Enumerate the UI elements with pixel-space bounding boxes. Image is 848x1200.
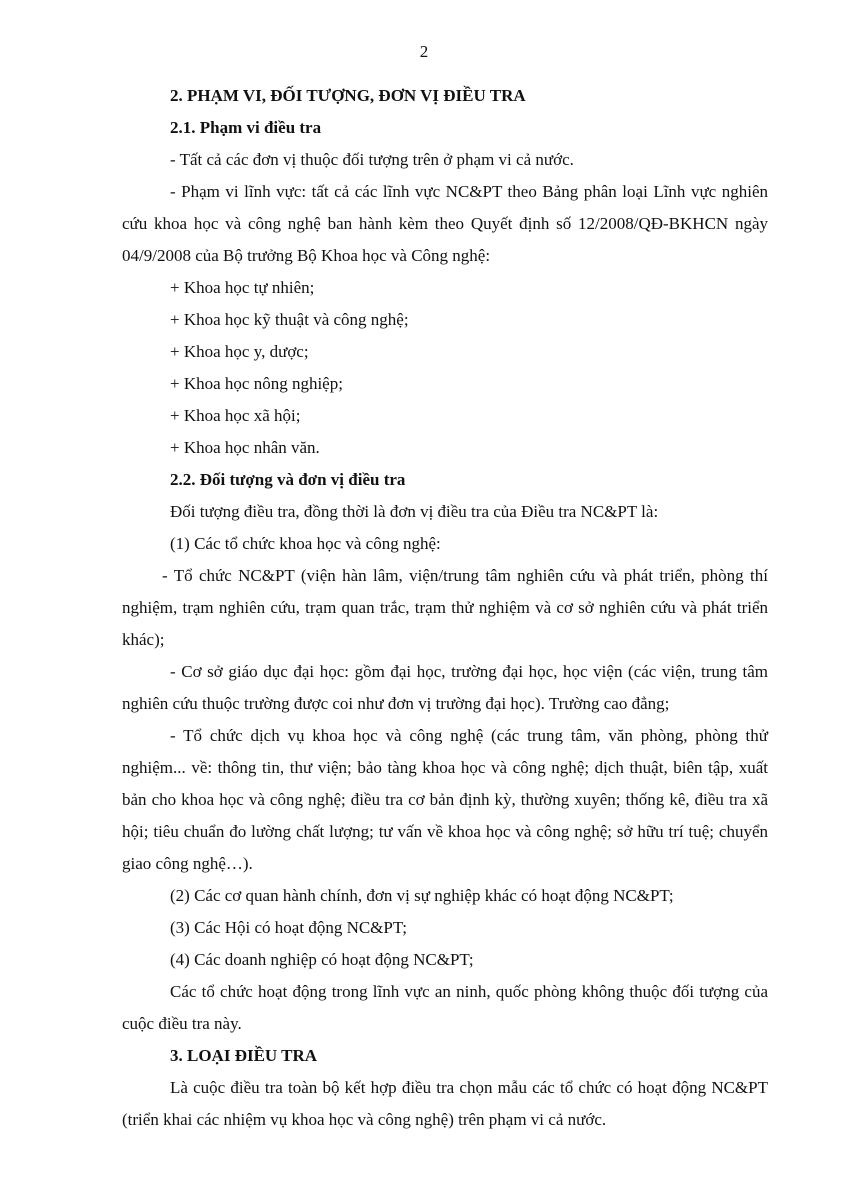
list-item: (1) Các tổ chức khoa học và công nghệ: (170, 534, 441, 553)
page-number: 2 (419, 42, 429, 61)
paragraph: Là cuộc điều tra toàn bộ kết hợp điều tra chọn mẫu các tổ chức có hoạt động NC&PT (triển khai các nhiệm vụ khoa học và công nghệ) trên phạm vi cả nước. (122, 1078, 768, 1129)
document-body (122, 80, 768, 1136)
subsection-heading: 2.1. Phạm vi điều tra (170, 118, 322, 137)
section-heading: 2. PHẠM VI, ĐỐI TƯỢNG, ĐƠN VỊ ĐIỀU TRA (170, 86, 526, 105)
paragraph: - Phạm vi lĩnh vực: tất cả các lĩnh vực NC&PT theo Bảng phân loại Lĩnh vực nghiên cứu khoa học và công nghệ ban hành kèm theo Quyết định số 12/2008/QĐ-BKHCN ngày 04/9/2008 của Bộ trưởng Bộ Khoa học và Công nghệ: (122, 182, 768, 265)
list-item: + Khoa học nhân văn. (170, 438, 320, 457)
list-item: (2) Các cơ quan hành chính, đơn vị sự nghiệp khác có hoạt động NC&PT; (170, 886, 674, 905)
list-item: + Khoa học nông nghiệp; (170, 374, 343, 393)
paragraph: Các tổ chức hoạt động trong lĩnh vực an ninh, quốc phòng không thuộc đối tượng của cuộc điều tra này. (122, 982, 768, 1033)
subsection-heading: 2.2. Đối tượng và đơn vị điều tra (170, 470, 406, 489)
paragraph: - Tổ chức dịch vụ khoa học và công nghệ (các trung tâm, văn phòng, phòng thử nghiệm... về: thông tin, thư viện; bảo tàng khoa học và công nghệ; dịch thuật, biên tập, xuất bản cho khoa học và công nghệ; điều tra cơ bản định kỳ, thường xuyên; thống kê, điều tra xã hội; tiêu chuẩn đo lường chất lượng; tư vấn về khoa học và công nghệ; sở hữu trí tuệ; chuyển giao công nghệ…). (122, 726, 768, 873)
paragraph: - Tất cả các đơn vị thuộc đối tượng trên ở phạm vi cả nước. (170, 150, 574, 169)
paragraph: - Tổ chức NC&PT (viện hàn lâm, viện/trung tâm nghiên cứu và phát triển, phòng thí nghiệm, trạm nghiên cứu, trạm quan trắc, trạm thử nghiệm và cơ sở nghiên cứu và phát triển khác); (122, 566, 768, 649)
list-item: + Khoa học tự nhiên; (170, 278, 315, 297)
list-item: + Khoa học xã hội; (170, 406, 301, 425)
list-item: + Khoa học y, dược; (170, 342, 309, 361)
paragraph: - Cơ sở giáo dục đại học: gồm đại học, trường đại học, học viện (các viện, trung tâm nghiên cứu thuộc trường được coi như đơn vị trường đại học). Trường cao đẳng; (122, 662, 768, 713)
section-heading: 3. LOẠI ĐIỀU TRA (170, 1046, 318, 1065)
list-item: (4) Các doanh nghiệp có hoạt động NC&PT; (170, 950, 474, 969)
list-item: (3) Các Hội có hoạt động NC&PT; (170, 918, 408, 937)
paragraph: Đối tượng điều tra, đồng thời là đơn vị điều tra của Điều tra NC&PT là: (170, 502, 659, 521)
list-item: + Khoa học kỹ thuật và công nghệ; (170, 310, 409, 329)
